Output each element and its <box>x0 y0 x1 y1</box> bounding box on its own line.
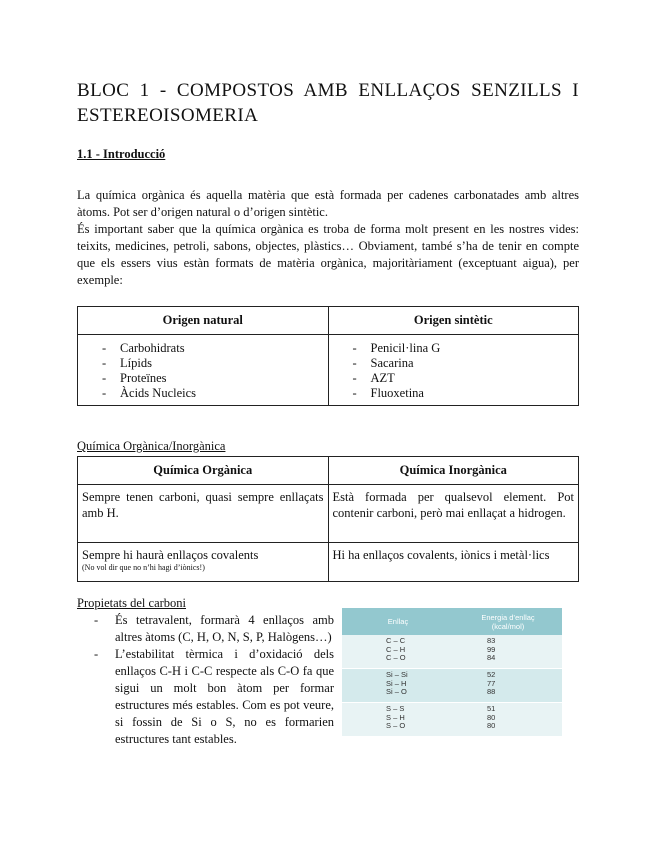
bond-group-sulfur <box>342 703 562 737</box>
list-item: - Sacarina <box>329 356 579 371</box>
organic-row1: Sempre tenen carboni, quasi sempre enllaçats amb H. <box>78 485 329 543</box>
intro-paragraph-1-line-2: àtoms. Pot ser d’origen natural o d’origen sintètic. <box>77 205 328 219</box>
bond-energy: 52 <box>487 670 496 679</box>
intro-paragraph-2: És important saber que la química orgànica es troba de forma molt present en les nostres vides: teixits, medicines, petroli, sabons, objectes, plàstics… Obviament, també s’ha de tenir en compte que els essers vius estàn formats de matèria orgànica, majoritàriament (exceptuant aigua), per exemple: <box>77 222 579 287</box>
list-item: - Fluoxetina <box>329 386 579 401</box>
bond-energy: 77 <box>487 678 496 688</box>
origin-synthetic-header: Origen sintètic <box>328 307 579 335</box>
list-item: - Àcids Nucleics <box>78 386 328 401</box>
inorganic-row2: Hi ha enllaços covalents, iònics i metàl·lics <box>328 543 579 582</box>
bond-label: Si – H <box>386 678 407 688</box>
bond-group-silicon <box>342 669 562 703</box>
title-line-1: BLOC 1 - COMPOSTOS AMB ENLLAÇOS SENZILLS I <box>77 80 579 101</box>
properties-list <box>94 612 334 748</box>
bond-energy: 88 <box>487 687 496 696</box>
inorganic-row1: Està formada per qualsevol element. Pot contenir carboni, però mai enllaçat a hidrogen. <box>328 485 579 543</box>
comparison-table <box>77 456 579 582</box>
list-item: - AZT <box>329 371 579 386</box>
bond-energy-table <box>342 608 562 736</box>
origin-table <box>77 306 579 406</box>
bond-header: Enllaç <box>387 617 409 626</box>
inorganic-header: Química Inorgànica <box>328 457 579 485</box>
bond-label: Si – O <box>386 687 407 696</box>
bond-energy-header <box>342 608 562 635</box>
bond-label: Si – Si <box>386 670 408 679</box>
section-heading: 1.1 - Introducció <box>77 147 166 161</box>
bond-label: C – O <box>386 653 406 662</box>
natural-list <box>78 341 328 401</box>
list-item: - Proteïnes <box>78 371 328 386</box>
list-item: - L’estabilitat tèrmica i d’oxidació dels enllaços C-H i C-C respecte als C-O fa que sigui un molt bon àtom per formar estructures més estables. Com es pot veure, si fossin de Si o S, no es formarien estructures tant estables. <box>94 646 334 748</box>
properties-caption: Propietats del carboni <box>77 596 186 610</box>
organic-row2-note: (No vol dir que no n’hi hagi d’iònics!) <box>82 563 205 572</box>
bond-label: S – S <box>386 704 405 713</box>
origin-natural-cell <box>78 335 329 406</box>
bond-energy: 99 <box>487 644 496 654</box>
list-item: - Lípids <box>78 356 328 371</box>
energy-header <box>454 608 562 635</box>
origin-natural-header: Origen natural <box>78 307 329 335</box>
bond-label: S – H <box>386 712 405 722</box>
bond-label: C – C <box>386 636 406 645</box>
bond-energy: 51 <box>487 704 496 713</box>
origin-synthetic-cell <box>328 335 579 406</box>
intro-text <box>77 187 579 289</box>
bond-energy: 83 <box>487 636 496 645</box>
bond-energy: 80 <box>487 721 496 730</box>
organic-row2 <box>78 543 329 582</box>
list-item: - És tetravalent, formarà 4 enllaços amb altres àtoms (C, H, O, N, S, P, Halògens…) <box>94 612 334 646</box>
bond-label: C – H <box>386 644 406 654</box>
title-line-2: ESTEREOISOMERIA <box>77 105 259 126</box>
energy-header-line1: Energia d’enllaç <box>481 612 535 622</box>
page-title <box>77 78 579 128</box>
list-item: - Carbohidrats <box>78 341 328 356</box>
synthetic-list <box>329 341 579 401</box>
bond-label: S – O <box>386 721 406 730</box>
energy-header-line2: (kcal/mol) <box>491 621 525 631</box>
bond-energy: 80 <box>487 712 496 722</box>
organic-row2-text: Sempre hi haurà enllaços covalents <box>82 548 259 562</box>
bond-group-carbon <box>342 635 562 669</box>
comparison-caption: Química Orgànica/Inorgànica <box>77 439 226 453</box>
bond-energy: 84 <box>487 653 496 662</box>
intro-paragraph-1-line-1: La química orgànica és aquella matèria que està formada per cadenes carbonatades amb altres <box>77 188 579 202</box>
organic-header: Química Orgànica <box>78 457 329 485</box>
list-item: - Penicil·lina G <box>329 341 579 356</box>
